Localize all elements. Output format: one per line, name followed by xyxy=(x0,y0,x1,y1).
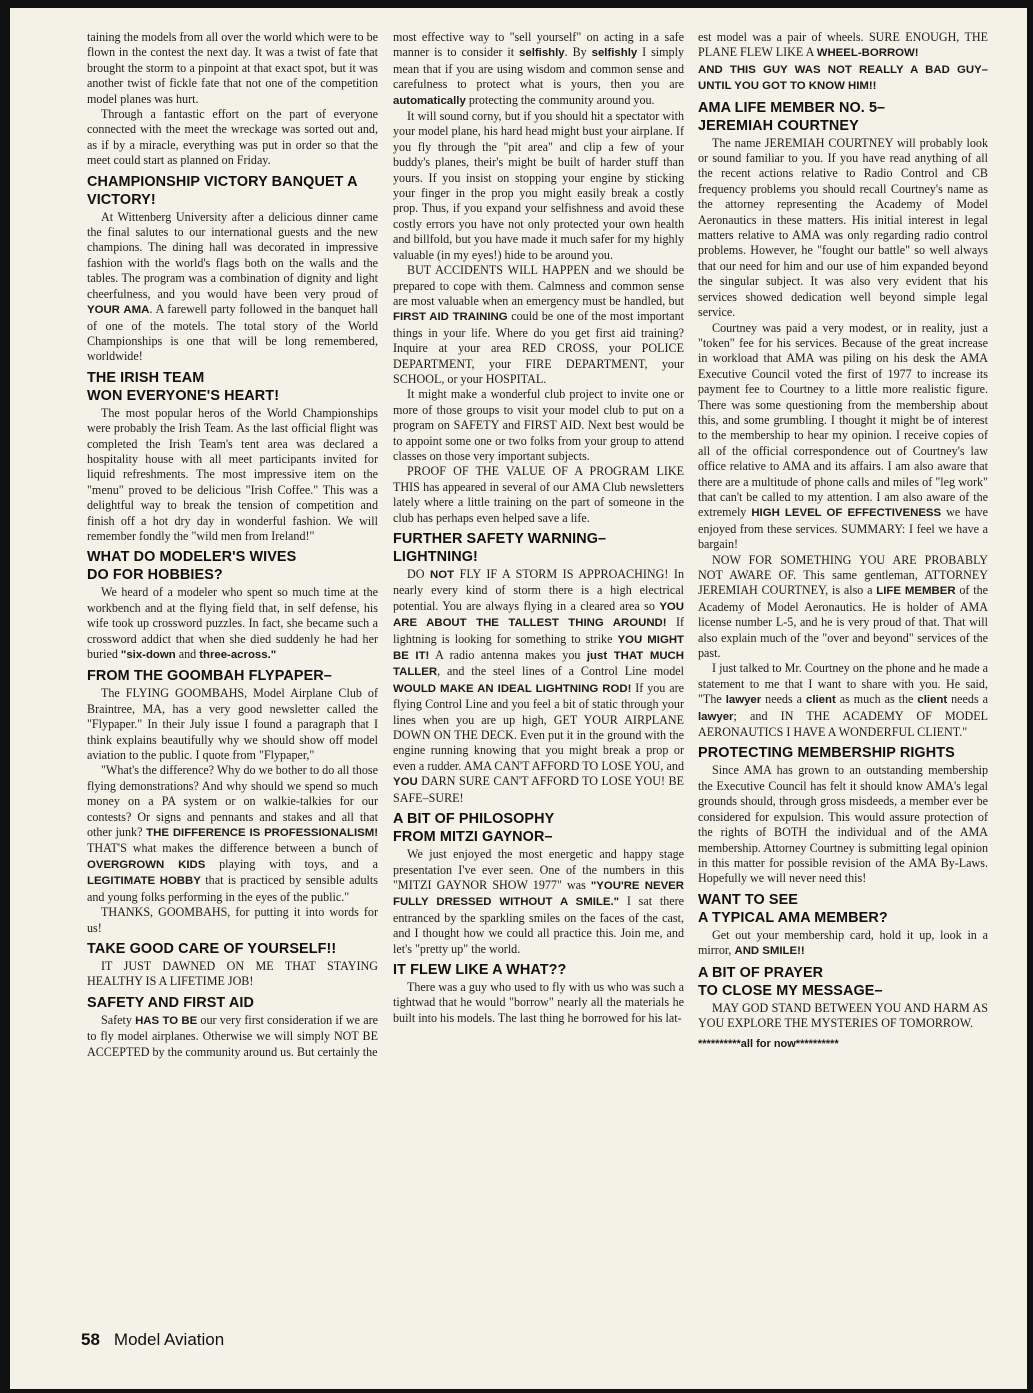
bold-text: "YOU'RE NEVER FULLY DRESSED WITHOUT A SMILE." xyxy=(393,879,684,909)
text-run: DO xyxy=(407,567,431,581)
section-heading: PROTECTING MEMBERSHIP RIGHTS xyxy=(698,745,955,762)
section-heading xyxy=(698,99,988,135)
section-heading xyxy=(698,891,988,927)
bold-text: client xyxy=(806,694,836,707)
text-run: FLY IF A STORM IS APPROACHING! In nearly every kind of storm there is a high electrical potential. You are always flying in a cleared area so xyxy=(393,567,684,613)
text-run: We just enjoyed the most energetic and happy stage presentation I've ever seen. One of the numbers in this "MITZI GAYNOR SHOW 1977" was xyxy=(393,847,684,892)
text-run: NOW FOR SOMETHING YOU ARE PROBABLY NOT AWARE OF. This same gentleman, ATTORNEY JEREMIAH COURTNEY, is also a xyxy=(698,552,988,598)
bold-text: just THAT MUCH TALLER xyxy=(393,650,684,679)
text-run: as much as the xyxy=(835,692,918,707)
section-heading: TAKE GOOD CARE OF YOURSELF!! xyxy=(87,940,337,957)
bold-text: selfishly xyxy=(519,47,565,60)
heading-line: TO CLOSE MY MESSAGE– xyxy=(698,982,883,999)
text-run: I sat there entranced by the sparkling smiles on the faces of the cast, and I thought how we could all practice this. Join me, and let's "pretty up" the world. xyxy=(393,894,685,956)
paragraph: The FLYING GOOMBAHS, Model Airplane Club of Braintree, MA, has a very good newsletter called the "Flypaper." In their July issue I found a paragraph that I think explains beautifully why we should show off model aviation to the public. I quote from "Flypaper," xyxy=(87,686,378,763)
paragraph: MAY GOD STAND BETWEEN YOU AND HARM AS YOU EXPLORE THE MYSTERIES OF TOMORROW. xyxy=(698,1000,988,1030)
paragraph: It might make a wonderful club project to invite one or more of those groups to visit your model club to put on a program on SAFETY and FIRST AID. Next best would be to appoint some one or two folks from your group to attend classes on those very important subjects. xyxy=(393,387,684,463)
bold-text: AND THIS GUY WAS NOT REALLY A BAD GUY–UNTIL YOU GOT TO KNOW HIM!! xyxy=(698,63,988,93)
paragraph: taining the models from all over the world which were to be flown in the contest the next day. It was a twist of fate that brought the storm to a pinpoint at that exact spot, but it was another twist of fickle fate that not one of the competition model planes was hurt. xyxy=(87,30,378,106)
bold-text: selfishly xyxy=(591,47,638,60)
text-run: I simply mean that if you are using wisdom and common sense and carefulness to protect what is yours, then you are xyxy=(393,45,684,92)
heading-line: THE IRISH TEAM xyxy=(87,369,205,386)
section-heading: SAFETY AND FIRST AID xyxy=(87,994,254,1011)
heading-line: WON EVERYONE'S HEART! xyxy=(87,387,280,404)
magazine-page xyxy=(10,8,1027,1389)
text-run: . A farewell party followed in the banquet hall of one of the motels. The total story of the World Championships is one that will be long remembered, worldwide! xyxy=(87,302,378,364)
bold-text: three-across." xyxy=(199,649,277,661)
text-run: that is practiced by sensible adults and young folks performing in the eyes of the public." xyxy=(87,873,378,904)
heading-line: JEREMIAH COURTNEY xyxy=(698,117,859,134)
section-heading: FROM THE GOOMBAH FLYPAPER– xyxy=(87,668,332,685)
bold-text: FIRST AID TRAINING xyxy=(393,311,508,324)
text-run: est model was a pair of wheels. SURE ENOUGH, THE PLANE FLEW LIKE A xyxy=(698,30,988,60)
text-run: most effective way to "sell yourself" on acting in a safe manner is to consider it xyxy=(393,30,684,60)
bold-text: lawyer xyxy=(725,694,762,707)
section-heading xyxy=(87,369,378,405)
text-run: If lightning is looking for something to strike xyxy=(393,615,685,646)
text-run: playing with toys, and a xyxy=(205,856,378,871)
paragraph xyxy=(698,553,988,662)
text-run: A radio antenna makes you xyxy=(429,648,587,663)
section-heading: FURTHER SAFETY WARNING– LIGHTNING! xyxy=(393,531,607,565)
paragraph: Since AMA has grown to an outstanding membership the Executive Council has felt it should know AMA's legal grounds should, through gross misdeeds, a member ever be considered for expulsion. This would assure protection of the rights of BOTH the individual and of the AMA membership. Attorney Courtney is submitting legal opinion in this matter for possible revision of the AMA By-Laws. Hopefully we will never need this! xyxy=(698,763,988,886)
section-heading xyxy=(393,810,684,846)
bold-text: YOU MIGHT BE IT! xyxy=(393,633,685,663)
bold-text: OVERGROWN KIDS xyxy=(87,858,206,871)
text-run: needs a xyxy=(761,692,806,707)
paragraph: THANKS, GOOMBAHS, for putting it into words for us! xyxy=(87,905,378,935)
column-1 xyxy=(87,30,378,1060)
text-run: . By xyxy=(564,45,592,60)
bold-text: WOULD MAKE AN IDEAL LIGHTNING ROD! xyxy=(393,682,632,695)
paragraph xyxy=(698,928,988,960)
paragraph: It will sound corny, but if you should hit a spectator with your model plane, his hard head might bust your airplane. If you fly through the "pit area" and clip a few of your buddy's planes, their's might be built of harder stuff than yours. If you insist on stopping your engine by sticking your finger in the prop you might easily break a costly prop. Thus, if you expand your selfishness and avoid these costly errors you have not only protected your own health and billfold, but you have made it much safer for my highly valuable (in my eyes!) hide to be around you. xyxy=(393,109,684,262)
heading-line: WANT TO SEE xyxy=(698,891,798,908)
heading-line: A BIT OF PHILOSOPHY xyxy=(393,811,555,828)
heading-line: WHAT DO MODELER'S WIVES xyxy=(87,549,297,566)
bold-text: NOT xyxy=(430,569,455,581)
heading-line: AMA LIFE MEMBER NO. 5– xyxy=(698,99,886,116)
text-run: I just talked to Mr. Courtney on the phone and he made a statement to me that I want to share with you. He said, "The xyxy=(698,661,988,707)
heading-line: DO FOR HOBBIES? xyxy=(87,567,223,584)
page-footer xyxy=(81,1330,224,1350)
bold-text: THE DIFFERENCE IS PROFESSIONALISM! xyxy=(146,827,378,840)
paragraph: The name JEREMIAH COURTNEY will probably look or sound familiar to you. If you have read anything of all the recent actions relative to Radio Control and CB frequency problems you should recall Courtney's name as the attorney representing the Academy of Model Aeronautics in these matters. His initial interest in legal matters relative to AMA was only regarding radio control problems. However, he "fought our battle" so well always that our need for him and our use of him expanded beyond the singular subject. It was also very evident that his services showed dedication well beyond simple legal service. xyxy=(698,135,988,320)
paragraph xyxy=(698,661,988,740)
paragraph xyxy=(393,30,684,109)
publication-name: Model Aviation xyxy=(113,1330,225,1349)
text-run: could be one of the most important things in your life. Where do you get first aid training? Inquire at your area RED CROSS, your POLICE DEPARTMENT, your FIRE DEPARTMENT, your SCHOOL, or your HOSPITAL. xyxy=(393,309,684,386)
text-run: DARN SURE CAN'T AFFORD TO LOSE YOU! BE SAFE–SURE! xyxy=(393,774,684,805)
bold-text: HAS TO BE xyxy=(135,1014,198,1027)
text-run: of the Academy of Model Aeronautics. He is holder of AMA license number L-5, and he is very proud of that. That will also explain much of the "over and beyond" services of the past. xyxy=(698,583,988,661)
section-heading xyxy=(87,548,378,584)
paragraph xyxy=(393,847,684,957)
paragraph xyxy=(87,210,378,365)
bold-text: LEGITIMATE HOBBY xyxy=(87,875,201,888)
text-run: Safety xyxy=(101,1012,136,1027)
paragraph: Through a fantastic effort on the part of everyone connected with the meet the wreckage was sorted out and, as if by a miracle, everything was put in order so that the meet could start as planned on Friday. xyxy=(87,107,378,168)
heading-line: A TYPICAL AMA MEMBER? xyxy=(698,909,888,926)
text-run: THAT'S what makes the difference between a bunch of xyxy=(87,841,378,856)
paragraph xyxy=(87,763,378,905)
text-run: and xyxy=(175,647,200,661)
bold-text: WHEEL-BORROW! xyxy=(816,47,919,60)
column-2 xyxy=(393,30,684,1026)
text-run: our very first consideration if we are to fly model airplanes. Otherwise we will simply NOT BE ACCEPTED by the community around us. But certainly the xyxy=(87,1012,378,1059)
paragraph xyxy=(698,30,988,62)
text-run: We heard of a modeler who spent so much time at the workbench and at the flying field that, in self defense, his wife took up crossword puzzles. In fact, she became such a crossword addict that when she died suddenly he had her buried xyxy=(87,585,378,661)
bold-text: automatically xyxy=(393,94,466,107)
paragraph: PROOF OF THE VALUE OF A PROGRAM LIKE THIS has appeared in several of our AMA Club newsletters lately where a little training on the part of someone in the club has perhaps even helped save a life. xyxy=(393,464,684,525)
bold-text: client xyxy=(917,694,948,707)
column-3 xyxy=(698,30,988,1053)
text-run: needs a xyxy=(947,692,988,707)
paragraph: IT JUST DAWNED ON ME THAT STAYING HEALTHY IS A LIFETIME JOB! xyxy=(87,958,378,989)
signoff: **********all for now********** xyxy=(698,1038,839,1051)
text-run: we have enjoyed from these services. SUMMARY: I feel we have a bargain! xyxy=(698,505,989,552)
text-run: "What's the difference? Why do we bother to do all those flying demonstrations? And why should we spend so much money on a PA system or on walkie-talkies for our contests? Or signs and pennants and stakes and all that other junk? xyxy=(87,763,378,840)
bold-text: lawyer xyxy=(698,710,734,723)
page-number: 58 xyxy=(81,1330,100,1349)
section-heading xyxy=(698,964,988,1000)
section-heading: IT FLEW LIKE A WHAT?? xyxy=(393,961,567,978)
bold-text: YOU ARE ABOUT THE TALLEST THING AROUND! xyxy=(393,600,684,630)
paragraph xyxy=(698,321,988,553)
heading-line: A BIT OF PRAYER xyxy=(698,964,824,981)
paragraph: There was a guy who used to fly with us who was such a tightwad that he would "borrow" nearly all the materials he built into his models. The last thing he borrowed for his lat- xyxy=(393,979,684,1025)
section-heading: CHAMPIONSHIP VICTORY BANQUET A VICTORY! xyxy=(87,173,358,208)
bold-text: "six-down xyxy=(120,649,176,661)
paragraph xyxy=(87,585,378,663)
paragraph xyxy=(87,1013,378,1060)
bold-text: HIGH LEVEL OF EFFECTIVENESS xyxy=(751,507,942,520)
text-run: If you are flying Control Line and you feel a bit of static through your lines when you are up high, GET YOUR AIRPLANE DOWN ON THE DECK. Even put it in the ground with the engine running knowing that you might break a prop or even a rudder. AMA CAN'T AFFORD TO LOSE YOU, and xyxy=(393,680,685,773)
text-run: At Wittenberg University after a delicious dinner came the final salutes to our international guests and the new champions. The dining hall was decorated in impressive fashion with the world's flags both on the walls and the tables. The program was a combination of dignity and light cheerfulness, and you would have been very proud of xyxy=(87,209,378,301)
paragraph xyxy=(698,62,988,95)
bold-text: YOUR AMA xyxy=(87,304,150,317)
text-run: BUT ACCIDENTS WILL HAPPEN and we should be prepared to cope with them. Calmness and common sense are most valuable when an emergency must be handled, but xyxy=(393,263,684,308)
bold-text: AND SMILE!! xyxy=(734,945,805,958)
text-run: ; and IN THE ACADEMY OF MODEL AERONAUTICS I HAVE A WONDERFUL CLIENT." xyxy=(698,708,988,740)
paragraph: The most popular heros of the World Championships were probably the Irish Team. As the last official flight was completed the Irish Team's tent area was declared a hospitality house with all meet participants invited for liquid refreshments. The most impressive item on the "menu" proved to be delicious "Irish Coffee." This was a delightful way to break the tension of competition and finish off a hot dry day in wonderful fashion. We will remember fondly the "wild men from Ireland!" xyxy=(87,405,378,543)
text-run: protecting the community around you. xyxy=(465,92,655,107)
text-run: Get out your membership card, hold it up, look in a mirror, xyxy=(698,927,988,958)
bold-text: YOU xyxy=(393,776,418,789)
heading-line: FROM MITZI GAYNOR– xyxy=(393,829,553,846)
text-run: , and the steel lines of a Control Line model xyxy=(437,664,684,679)
paragraph xyxy=(393,567,684,806)
paragraph xyxy=(393,263,684,387)
bold-text: LIFE MEMBER xyxy=(876,585,956,598)
text-run: Courtney was paid a very modest, or in reality, just a "token" fee for his services. Because of the great increase in workload that AMA was piling on his desk the AMA Executive Council voted the first of 1977 to increase its payment fee to Courtney to a little more realistic figure. There was some questioning from the membership about this, and some grumbling. I thought it might be of interest to the membership to hear my opinion. I receive copies of all of the official correspondence out of Courtney's law office relative to AMA and its affairs. I am also aware that there are a multitude of phone calls and miles of "leg work" that can't be called to my attention. I am also aware of the extremely xyxy=(698,320,988,520)
